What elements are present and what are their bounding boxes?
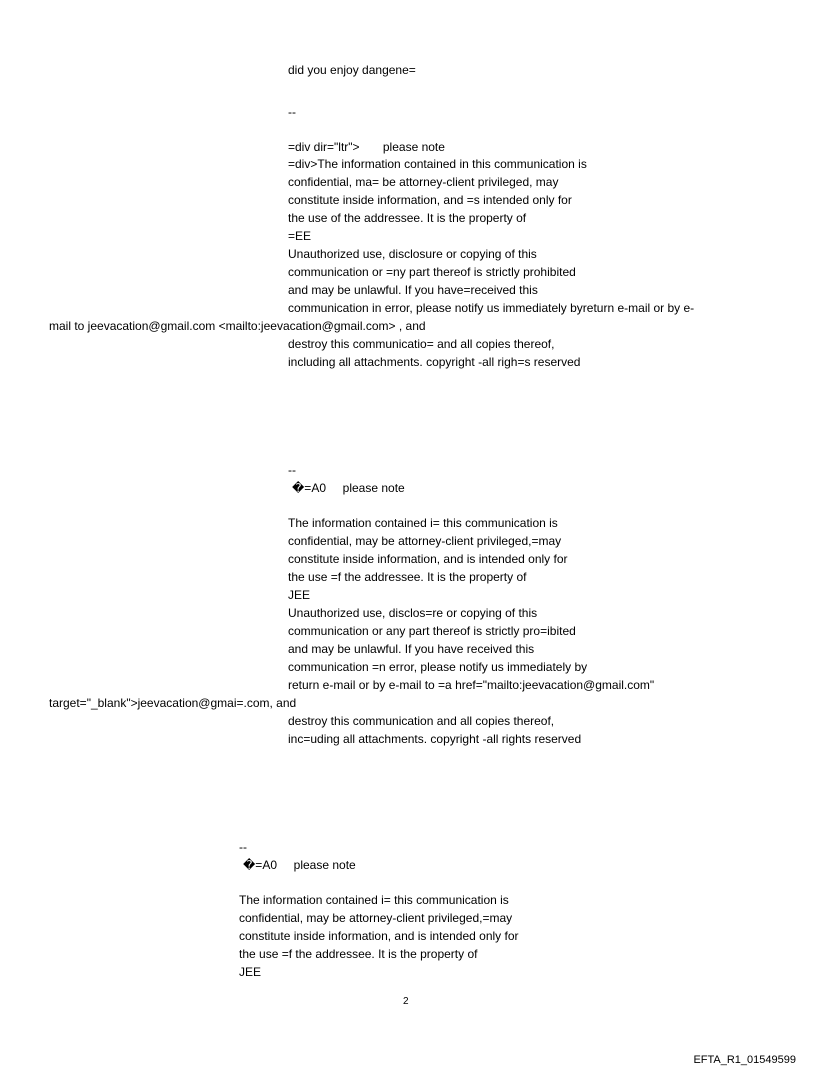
text-line: =EE [288, 229, 312, 243]
text-line: confidential, may be attorney-client privileged,=may [239, 911, 513, 925]
text-line: and may be unlawful. If you have=received this [288, 283, 538, 297]
separator: -- [239, 840, 247, 854]
text-line: return e-mail or by e-mail to =a href="mailto:jeevacation@gmail.com" [288, 678, 655, 692]
text-line: constitute inside information, and is intended only for [288, 552, 568, 566]
page-number: 2 [403, 996, 409, 1007]
bates-number: EFTA_R1_01549599 [693, 1054, 796, 1066]
text-line: inc=uding all attachments. copyright -all rights reserved [288, 732, 582, 746]
text-line: The information contained i= this communication is [288, 516, 558, 530]
text-line: including all attachments. copyright -all righ=s reserved [288, 355, 581, 369]
text-line: destroy this communicatio= and all copies thereof, [288, 337, 555, 351]
text-line: JEE [239, 965, 262, 979]
text-line: did you enjoy dangene= [288, 63, 416, 77]
text-line: Unauthorized use, disclosure or copying of this [288, 247, 537, 261]
text-line: confidential, may be attorney-client privileged,=may [288, 534, 562, 548]
text-line: constitute inside information, and =s intended only for [288, 193, 572, 207]
text-line: target="_blank">jeevacation@gmai=.com, and [49, 696, 297, 710]
notice-heading: �=A0 please note [243, 858, 356, 872]
text-line: The information contained i= this communication is [239, 893, 509, 907]
text-line: Unauthorized use, disclos=re or copying of this [288, 606, 538, 620]
notice-heading: �=A0 please note [292, 481, 405, 495]
separator: -- [288, 463, 296, 477]
separator: -- [288, 105, 296, 119]
text-line: the use of the addressee. It is the property of [288, 211, 527, 225]
text-line: the use =f the addressee. It is the property of [239, 947, 478, 961]
text-line: and may be unlawful. If you have received this [288, 642, 535, 656]
text-line: destroy this communication and all copies thereof, [288, 714, 555, 728]
text-line: communication or =ny part thereof is strictly prohibited [288, 265, 576, 279]
text-line: communication or any part thereof is strictly pro=ibited [288, 624, 576, 638]
text-line: =div>The information contained in this communication is [288, 157, 587, 171]
text-line: communication =n error, please notify us immediately by [288, 660, 588, 674]
text-line: confidential, ma= be attorney-client privileged, may [288, 175, 559, 189]
text-line: constitute inside information, and is intended only for [239, 929, 519, 943]
text-line: communication in error, please notify us immediately byreturn e-mail or by e- [288, 301, 695, 315]
text-line: mail to jeevacation@gmail.com <mailto:jeevacation@gmail.com> , and [49, 319, 426, 333]
text-line: =div dir="ltr"> please note [288, 140, 445, 154]
text-line: the use =f the addressee. It is the property of [288, 570, 527, 584]
text-line: JEE [288, 588, 311, 602]
